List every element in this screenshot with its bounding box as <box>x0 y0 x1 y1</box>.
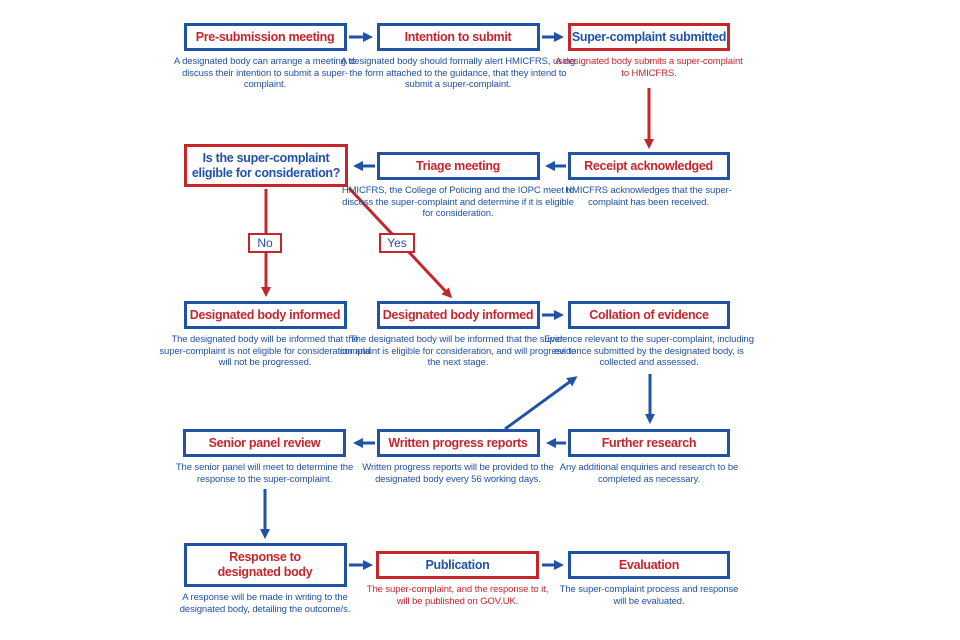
node-title: Senior panel review <box>208 435 321 450</box>
branch-label-no <box>248 233 282 253</box>
node-title: Further research <box>601 435 697 450</box>
node-title-line: Is the super-complaint <box>202 150 330 165</box>
node-evaluation <box>554 551 744 607</box>
node-description: Evidence relevant to the super-complaint, including evidence submitted by the designated body, is collected and assessed. <box>544 334 754 368</box>
node-intention-to-submit <box>340 23 576 91</box>
node-title-line: eligible for consideration? <box>191 165 341 180</box>
node-box <box>568 152 730 180</box>
node-title: Designated body informed <box>189 307 341 322</box>
node-description: A response will be made in writing to the designated body, detailing the outcome/s. <box>179 592 351 615</box>
node-title: Collation of evidence <box>589 307 709 322</box>
node-description: HMICFRS, the College of Policing and the IOPC meet to discuss the super-complaint and determine if it is eligible for consideration. <box>341 185 575 219</box>
node-senior-panel-review <box>162 429 367 485</box>
node-box <box>184 144 348 187</box>
node-title: Designated body informed <box>382 307 534 322</box>
node-box <box>184 543 347 587</box>
node-triage-meeting <box>339 152 577 220</box>
node-title <box>192 151 340 181</box>
branch-label-yes <box>379 233 415 253</box>
node-title: Pre-submission meeting <box>195 29 335 44</box>
node-box <box>568 551 730 579</box>
node-box <box>568 23 730 51</box>
node-further-research <box>551 429 747 485</box>
node-description: The designated body will be informed that the super-complaint is eligible for consideration, and will progress to the next stage. <box>339 334 577 368</box>
node-title: Receipt acknowledged <box>584 158 713 173</box>
node-title-line: Response to <box>229 550 301 564</box>
node-description: The designated body will be informed that the super-complaint is not eligible for consideration and will not be progressed. <box>159 334 371 368</box>
node-box <box>377 23 540 51</box>
node-title: Written progress reports <box>388 435 528 450</box>
branch-label-text: No <box>257 236 273 250</box>
node-collation-of-evidence <box>541 301 757 369</box>
node-description: The super-complaint, and the response to it, will be published on GOV.UK. <box>366 584 549 607</box>
node-description: A designated body submits a super-complaint to HMICFRS. <box>555 56 743 79</box>
node-super-complaint-submitted <box>554 23 744 79</box>
node-title-line: designated body <box>217 565 313 579</box>
node-title: Super-complaint submitted <box>571 29 727 44</box>
node-description: A designated body can arrange a meeting to discuss their intention to submit a super-complaint. <box>173 56 357 90</box>
node-box <box>184 301 347 329</box>
node-receipt-acknowledged <box>546 152 751 208</box>
node-box <box>377 301 540 329</box>
node-description: A designated body should formally alert HMICFRS, using the form attached to the guidance, that they intend to submit a super-complaint. <box>340 56 576 90</box>
node-title: Triage meeting <box>415 158 501 173</box>
node-response-to-designated-body <box>165 543 365 615</box>
node-box <box>377 152 540 180</box>
node-box <box>184 23 347 51</box>
node-box <box>568 301 730 329</box>
node-title: Publication <box>425 557 490 572</box>
node-title: Evaluation <box>618 557 680 572</box>
node-title: Intention to submit <box>404 29 512 44</box>
node-description: The super-complaint process and response will be evaluated. <box>559 584 739 607</box>
node-description: The senior panel will meet to determine the response to the super-complaint. <box>175 462 354 485</box>
node-title <box>218 550 313 580</box>
node-description: Any additional enquiries and research to be completed as necessary. <box>559 462 739 485</box>
node-box <box>183 429 346 457</box>
node-pre-submission-meeting <box>167 23 363 91</box>
branch-label-text: Yes <box>387 236 407 250</box>
node-box <box>377 429 540 457</box>
node-description: Written progress reports will be provided to the designated body every 56 working days. <box>362 462 554 485</box>
node-eligibility-decision <box>184 144 348 187</box>
arrow-reports-to-collation <box>505 378 575 429</box>
node-box <box>376 551 539 579</box>
node-description: HMICFRS acknowledges that the super-complaint has been received. <box>565 185 732 208</box>
node-written-progress-reports <box>339 429 577 485</box>
node-box <box>568 429 730 457</box>
node-publication <box>360 551 555 607</box>
